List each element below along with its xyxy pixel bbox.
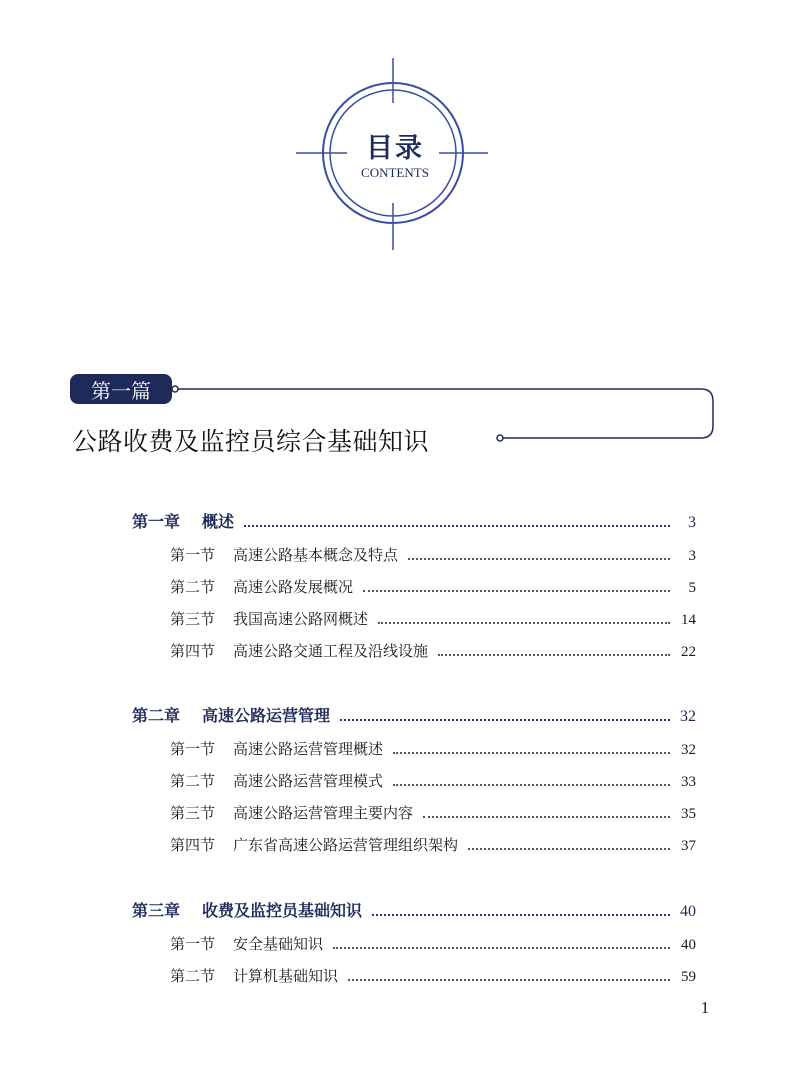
section-title: 计算机基础知识 — [233, 967, 339, 985]
dot-leader — [423, 816, 670, 818]
dot-leader — [378, 622, 670, 624]
section-page: 35 — [681, 806, 696, 822]
section-page: 5 — [688, 580, 696, 596]
section-title: 我国高速公路网概述 — [233, 610, 369, 628]
page-number: 1 — [700, 998, 710, 1017]
section-number: 第一节 — [170, 740, 216, 758]
section-title: 高速公路交通工程及沿线设施 — [233, 642, 429, 660]
section-number: 第一节 — [170, 546, 216, 564]
section-number: 第一节 — [170, 935, 216, 953]
chapter-number: 第一章 — [132, 512, 181, 531]
toc-section-3-1[interactable] — [170, 932, 696, 954]
dot-leader — [363, 590, 670, 592]
dot-leader — [468, 848, 670, 850]
section-title: 高速公路运营管理模式 — [233, 772, 384, 790]
chapter-title: 收费及监控员基础知识 — [202, 901, 363, 920]
chapter-title: 高速公路运营管理 — [202, 706, 331, 725]
dot-leader — [393, 784, 670, 786]
toc-section-1-1[interactable] — [170, 543, 696, 565]
toc-section-1-4[interactable] — [170, 639, 696, 661]
toc-section-2-2[interactable] — [170, 769, 696, 791]
section-page: 32 — [681, 742, 696, 758]
dot-leader — [333, 947, 670, 949]
section-title: 安全基础知识 — [233, 935, 324, 953]
section-number: 第四节 — [170, 836, 216, 854]
section-title: 高速公路运营管理概述 — [233, 740, 384, 758]
section-number: 第四节 — [170, 642, 216, 660]
section-number: 第二节 — [170, 578, 216, 596]
section-page: 37 — [681, 838, 696, 854]
chapter-title: 概述 — [202, 512, 235, 531]
dot-leader — [348, 979, 670, 981]
section-page: 59 — [681, 969, 696, 985]
toc-chapter-3[interactable] — [132, 899, 696, 921]
toc-chapter-1[interactable] — [132, 510, 696, 532]
dot-leader — [393, 752, 670, 754]
chapter-number: 第三章 — [132, 901, 181, 920]
toc-section-2-4[interactable] — [170, 833, 696, 855]
chapter-page: 3 — [688, 514, 696, 531]
toc-section-3-2[interactable] — [170, 964, 696, 986]
chapter-page: 40 — [680, 903, 696, 920]
dot-leader — [408, 558, 670, 560]
section-title: 高速公路基本概念及特点 — [233, 546, 399, 564]
section-page: 22 — [681, 644, 696, 660]
section-number: 第三节 — [170, 804, 216, 822]
chapter-page: 32 — [680, 708, 696, 725]
toc-section-1-3[interactable] — [170, 607, 696, 629]
dot-leader — [340, 719, 670, 721]
toc-chapter-2[interactable] — [132, 704, 696, 726]
section-number: 第二节 — [170, 967, 216, 985]
part-title: 公路收费及监控员综合基础知识 — [72, 427, 430, 456]
section-title: 高速公路运营管理主要内容 — [233, 804, 414, 822]
section-page: 33 — [681, 774, 696, 790]
section-title: 广东省高速公路运营管理组织架构 — [233, 836, 459, 854]
section-number: 第二节 — [170, 772, 216, 790]
section-page: 40 — [681, 937, 696, 953]
part-label: 第一篇 — [70, 374, 172, 404]
section-title: 高速公路发展概况 — [233, 578, 354, 596]
dot-leader — [372, 914, 670, 916]
chapter-number: 第二章 — [132, 706, 181, 725]
section-page: 3 — [688, 548, 696, 564]
toc-section-2-3[interactable] — [170, 801, 696, 823]
dot-leader — [438, 654, 670, 656]
page-title: 目录 — [366, 133, 424, 164]
dot-leader — [244, 525, 670, 527]
toc-section-1-2[interactable] — [170, 575, 696, 597]
section-page: 14 — [681, 612, 696, 628]
section-number: 第三节 — [170, 610, 216, 628]
toc-section-2-1[interactable] — [170, 737, 696, 759]
page-subtitle: CONTENTS — [361, 165, 429, 180]
